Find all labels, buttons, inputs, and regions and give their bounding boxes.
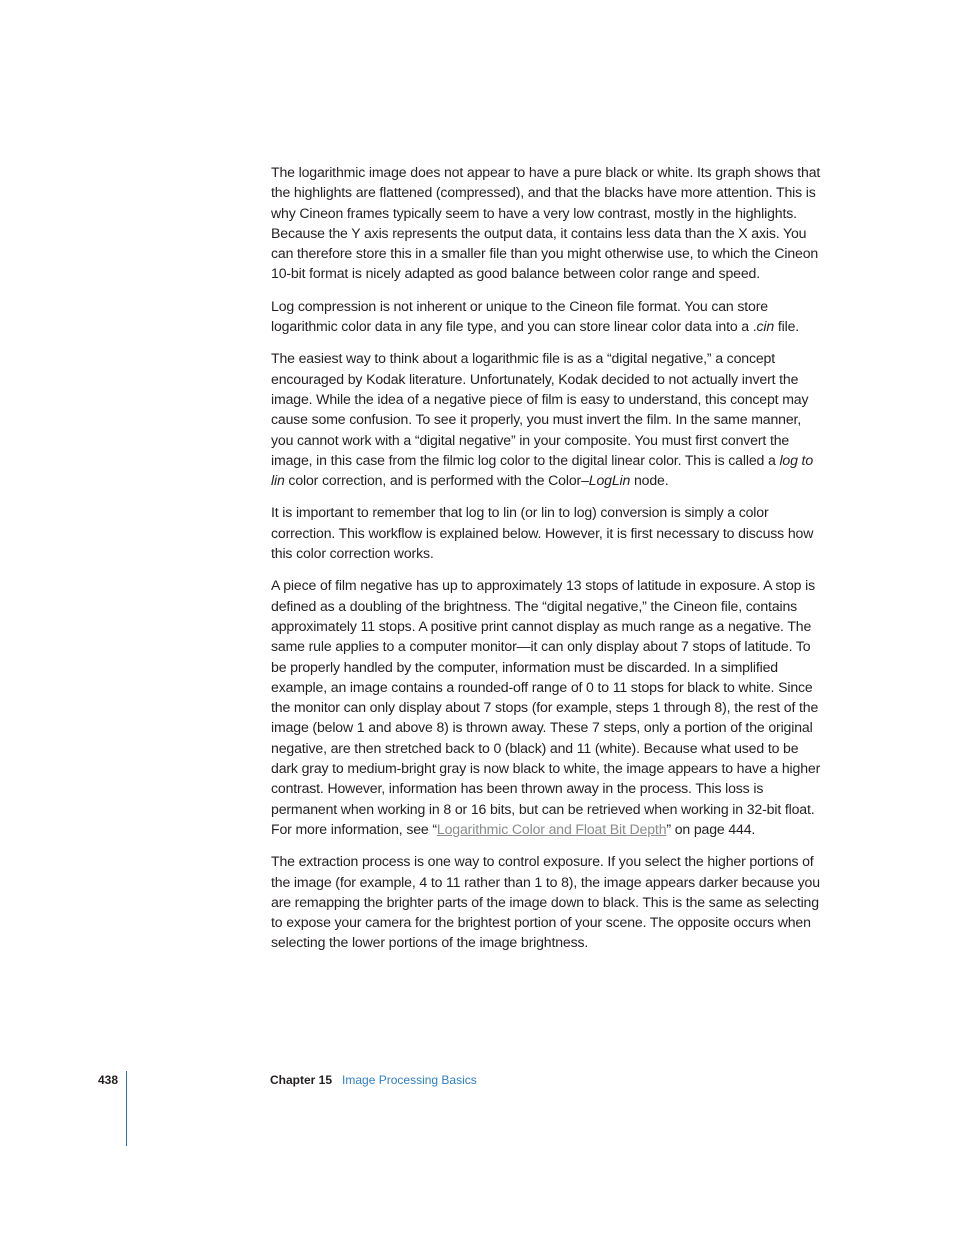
footer-chapter (270, 1073, 477, 1087)
page-body (271, 162, 827, 965)
paragraph-3-text-c: node. (630, 472, 669, 489)
footer-divider (126, 1071, 127, 1146)
paragraph-2-italic: cin (756, 318, 775, 335)
paragraph-5 (271, 575, 827, 839)
paragraph-5-text-a: A piece of film negative has up to approximately 13 stops of latitude in exposure. A stop is defined as a doubling of the brightness. The “digital negative,” the Cineon file, contains approximately 11 stops. A positive print cannot display as much range as a negative. The same rule applies to a computer monitor—it can only display about 7 stops of latitude. To be properly handled by the computer, information must be discarded. In a simplified example, an image contains a rounded-off range of 0 to 11 stops for black to white. Since the monitor can only display about 7 stops (for example, steps 1 through 8), the rest of the image (below 1 and above 8) is thrown away. These 7 steps, only a portion of the original negative, are then stretched back to 0 (black) and 11 (white). Because what used to be dark gray to medium-bright gray is now black to white, the image appears to have a higher contrast. However, information has been thrown away in the process. This loss is permanent when working in 8 or 16 bits, but can be retrieved when working in 32-bit float. For more information, see “ (271, 577, 821, 837)
paragraph-3-italic-1: log to lin (271, 451, 814, 489)
cross-reference-link[interactable]: Logarithmic Color and Float Bit Depth (436, 820, 667, 837)
paragraph-2 (271, 296, 827, 337)
paragraph-6: The extraction process is one way to control exposure. If you select the higher portions of the image (for example, 4 to 11 rather than 1 to 8), the image appears darker because you are remapping the brighter parts of the image down to black. This is the same as selecting to expose your camera for the brightest portion of your scene. The opposite occurs when selecting the lower portions of the image brightness. (271, 853, 820, 951)
paragraph-4: It is important to remember that log to lin (or lin to log) conversion is simply a color correction. This workflow is explained below. However, it is first necessary to discuss how this color correction works. (271, 504, 814, 562)
paragraph-1: The logarithmic image does not appear to have a pure black or white. Its graph shows that the highlights are flattened (compressed), and that the blacks have more attention. This is why Cineon frames typically seem to have a very low contrast, mostly in the highlights. Because the Y axis represents the output data, it contains less data than the X axis. You can therefore store this in a smaller file than you might otherwise use, to which the Cineon 10-bit format is nicely adapted as good balance between color range and speed. (271, 164, 821, 282)
page-number: 438 (98, 1073, 119, 1087)
chapter-label: Chapter 15 (270, 1073, 333, 1087)
paragraph-2-text-b: file. (774, 318, 800, 335)
paragraph-5-text-b: ” on page 444. (666, 820, 756, 837)
paragraph-3 (271, 348, 827, 490)
paragraph-2-text-a: Log compression is not inherent or unique to the Cineon file format. You can store logarithmic color data in any file type, and you can store linear color data into a . (271, 297, 768, 335)
chapter-title: Image Processing Basics (342, 1073, 477, 1087)
paragraph-3-text-a: The easiest way to think about a logarithmic file is as a “digital negative,” a concept encouraged by Kodak literature. Unfortunately, Kodak decided to not actually invert the image. While the idea of a negative piece of film is easy to understand, this concept may cause some confusion. To see it properly, you must invert the film. In the same manner, you cannot work with a “digital negative” in your composite. You must first convert the image, in this case from the filmic log color to the digital linear color. This is called a (271, 350, 809, 468)
paragraph-3-text-b: color correction, and is performed with the Color– (284, 472, 589, 489)
paragraph-3-italic-2: LogLin (588, 472, 631, 489)
